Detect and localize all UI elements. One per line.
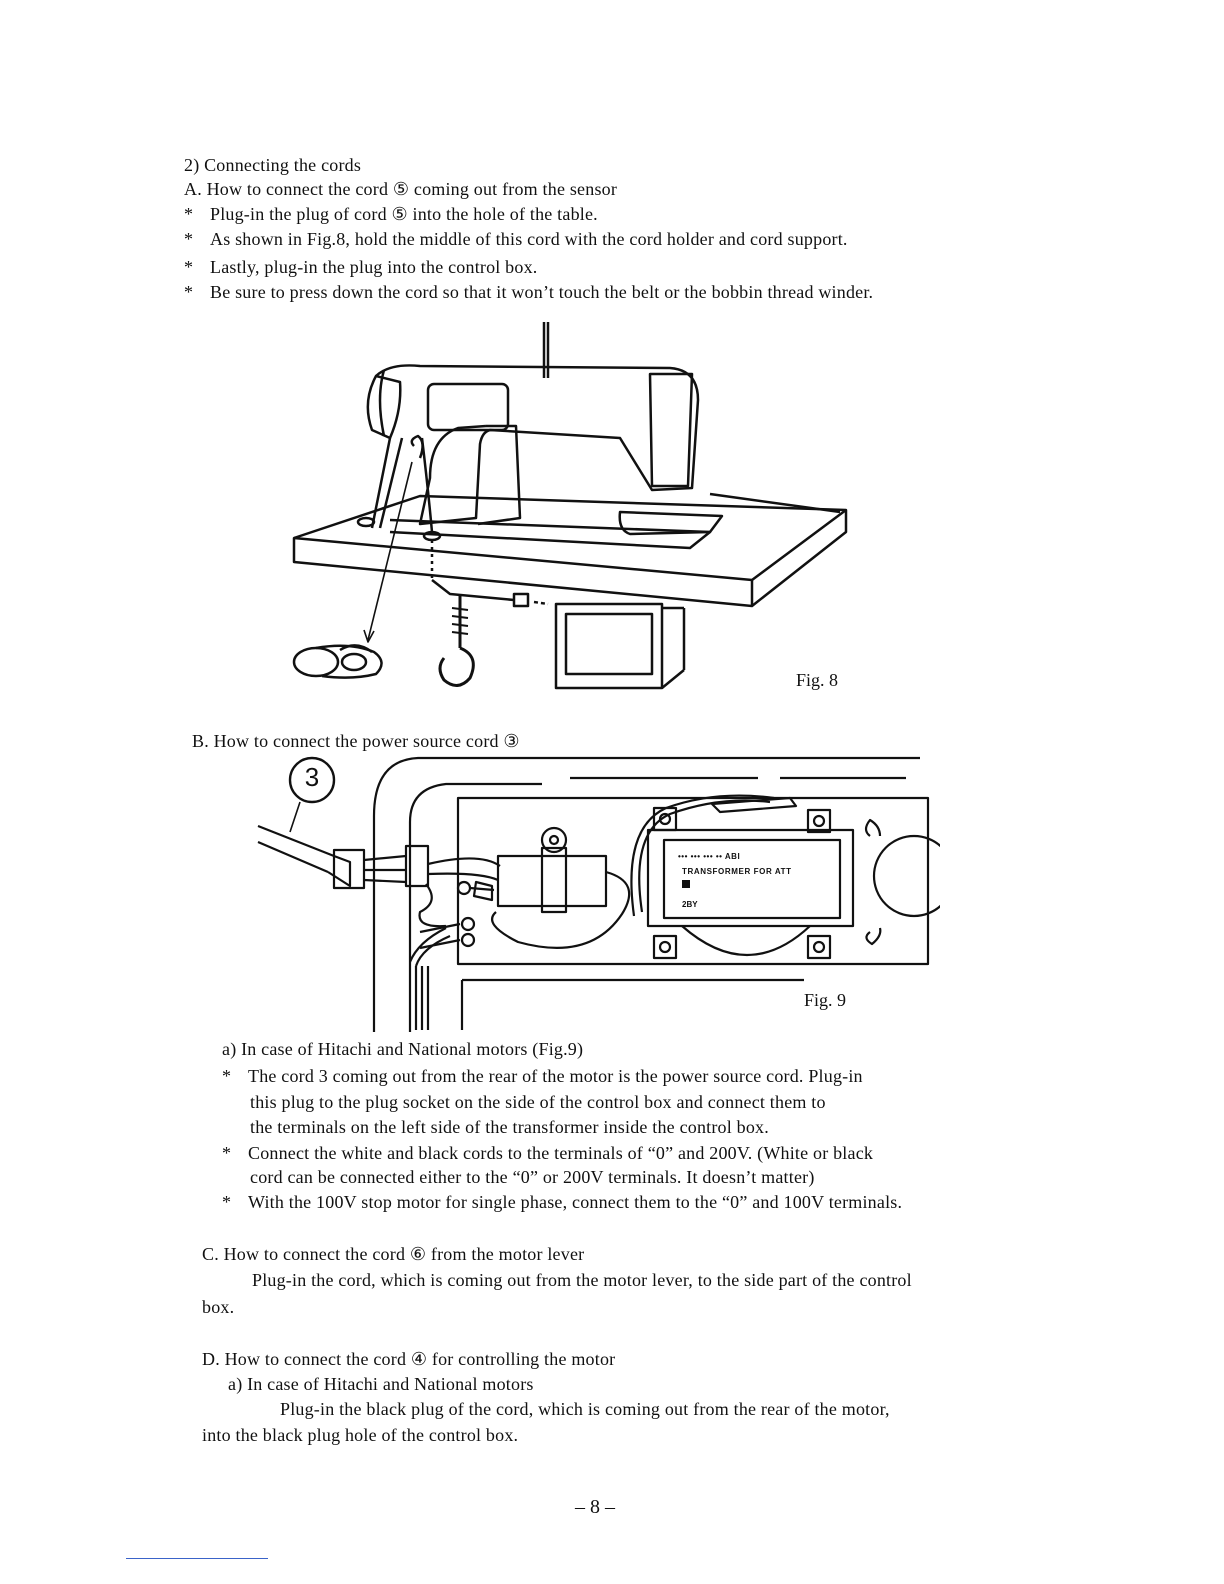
bullet-mark: * (184, 204, 194, 224)
bullet-mark: * (184, 257, 194, 277)
figure-8-caption: Fig. 8 (796, 670, 839, 690)
section-a-bullet: * Lastly, plug-in the plug into the control box. (184, 257, 538, 277)
figure-9-caption: Fig. 9 (804, 990, 847, 1010)
callout-number: 3 (304, 762, 320, 792)
section-a-bullet: * Be sure to press down the cord so that it won’t touch the belt or the bobbin thread winder. (184, 282, 874, 302)
section-c-body: box. (202, 1297, 235, 1317)
section-c-body: Plug-in the cord, which is coming out from the motor lever, to the side part of the control (252, 1270, 912, 1290)
figure-8-sewing-machine (280, 318, 860, 698)
transformer-marking-bottom: 2BY (682, 900, 698, 909)
section-d-title: D. How to connect the cord ④ for controlling the motor (202, 1349, 616, 1369)
bullet-mark: * (222, 1143, 232, 1163)
subsection-a-bullet-cont: the terminals on the left side of the transformer inside the control box. (250, 1117, 769, 1137)
bullet-mark: * (184, 282, 194, 302)
transformer-logo (682, 880, 690, 888)
section-heading: 2) Connecting the cords (184, 155, 362, 175)
section-d-subtitle: a) In case of Hitachi and National motors (228, 1374, 534, 1394)
section-a-bullet: * Plug-in the plug of cord ⑤ into the hole of the table. (184, 204, 598, 224)
subsection-a-bullet: * Connect the white and black cords to the terminals of “0” and 200V. (White or black (222, 1143, 874, 1163)
section-d-body: Plug-in the black plug of the cord, which is coming out from the rear of the motor, (280, 1399, 890, 1419)
section-c-title: C. How to connect the cord ⑥ from the motor lever (202, 1244, 585, 1264)
bullet-mark: * (222, 1066, 232, 1086)
bullet-mark: * (222, 1192, 232, 1212)
section-a-bullet: * As shown in Fig.8, hold the middle of this cord with the cord holder and cord support. (184, 229, 848, 249)
page-number: – 8 – (575, 1496, 615, 1518)
transformer-label: TRANSFORMER FOR ATT (682, 867, 792, 876)
subsection-a-bullet: * With the 100V stop motor for single phase, connect them to the “0” and 100V terminals. (222, 1192, 903, 1212)
footer-rule (126, 1558, 268, 1559)
subsection-a-title: a) In case of Hitachi and National motors (Fig.9) (222, 1039, 584, 1059)
subsection-a-bullet: * The cord 3 coming out from the rear of the motor is the power source cord. Plug-in (222, 1066, 863, 1086)
section-a-title: A. How to connect the cord ⑤ coming out from the sensor (184, 179, 618, 199)
bullet-mark: * (184, 229, 194, 249)
subsection-a-bullet-cont: this plug to the plug socket on the side of the control box and connect them to (250, 1092, 826, 1112)
section-b-title: B. How to connect the power source cord ③ (192, 731, 520, 751)
subsection-a-bullet-cont: cord can be connected either to the “0” or 200V terminals. It doesn’t matter) (250, 1167, 815, 1187)
transformer-marking-top: ••• ••• ••• •• ABI (678, 852, 741, 861)
section-d-body: into the black plug hole of the control box. (202, 1425, 519, 1445)
